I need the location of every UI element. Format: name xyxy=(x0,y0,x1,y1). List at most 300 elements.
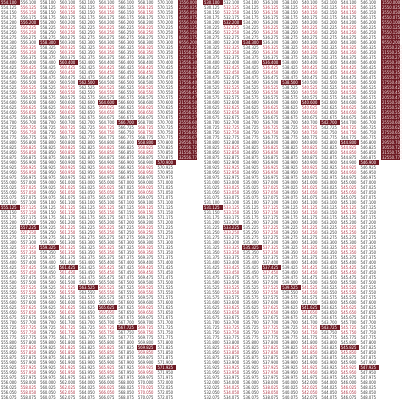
frequency-cell: 561.425 xyxy=(59,265,79,270)
frequency-cell: 559.050 xyxy=(40,190,56,195)
frequency-cell: 533.150 xyxy=(223,210,240,215)
frequency-cell: 541.025 xyxy=(301,185,318,190)
frequency-cell: 570.075 xyxy=(137,395,154,400)
frequency-cell: 538.500 xyxy=(281,80,301,85)
frequency-cell: 568.725 xyxy=(137,125,154,130)
frequency-cell: 569.600 xyxy=(137,300,154,305)
frequency-cell: 565.125 xyxy=(98,205,115,210)
frequency-cell: 530.600 xyxy=(204,100,220,105)
frequency-cell: 539.100 xyxy=(282,200,298,205)
frequency-cell: 535.700 xyxy=(243,320,259,325)
frequency-cell: 532.475 xyxy=(223,75,240,80)
frequency-cell: 540.900 xyxy=(301,160,318,165)
frequency-cell: 534.675 xyxy=(243,115,259,120)
frequency-cell: 543.700 xyxy=(321,320,337,325)
frequency-cell: 561.275 xyxy=(59,235,76,240)
frequency-cell: 556.550 xyxy=(20,90,37,95)
frequency-cell: 536.250 xyxy=(262,30,279,35)
frequency-cell: 546.100 xyxy=(360,0,377,5)
frequency-cell: 563.025 xyxy=(79,185,95,190)
frequency-cell: 561.000 xyxy=(59,180,76,185)
frequency-cell: 538.150 xyxy=(282,10,298,15)
frequency-cell: 561.875 xyxy=(59,355,76,360)
frequency-cell: 555.725 xyxy=(1,325,17,330)
frequency-cell: 564.900 xyxy=(98,160,115,165)
frequency-cell: 530.750 xyxy=(204,130,220,135)
frequency-cell: 556.775 xyxy=(20,135,37,140)
frequency-cell: 571.000 xyxy=(157,180,174,185)
frequency-cell: 535.750 xyxy=(243,330,259,335)
frequency-cell: 556.025 xyxy=(1,385,17,390)
frequency-cell: 532.425 xyxy=(223,65,240,70)
frequency-cell: 569.000 xyxy=(137,180,154,185)
frequency-cell: 561.900 xyxy=(59,360,76,365)
frequency-cell: 533.100 xyxy=(223,200,240,205)
frequency-cell: 555.900 xyxy=(1,360,17,365)
frequency-cell: 533.125 xyxy=(223,205,240,210)
frequency-cell: 562.100 xyxy=(79,0,95,5)
frequency-cell: 530.350 xyxy=(204,50,220,55)
frequency-cell: 559.225 xyxy=(40,225,56,230)
frequency-cell: 562.250 xyxy=(79,30,95,35)
frequency-cell: 563.175 xyxy=(79,215,95,220)
frequency-cell: 554.450 xyxy=(1,70,17,75)
frequency-cell: 536.525 xyxy=(262,85,279,90)
frequency-cell: 558.175 xyxy=(40,15,56,20)
frequency-cell: 563.575 xyxy=(79,295,95,300)
frequency-cell: 560.250 xyxy=(59,30,76,35)
frequency-cell: 540.775 xyxy=(301,135,318,140)
frequency-cell: 532.250 xyxy=(223,30,240,35)
frequency-cell: 536.100 xyxy=(262,0,279,5)
frequency-cell: 562.825 xyxy=(79,145,95,150)
frequency-cell: 532.975 xyxy=(223,175,240,180)
frequency-cell: 567.725 xyxy=(117,325,137,330)
frequency-cell: 539.875 xyxy=(282,355,298,360)
frequency-cell: 562.325 xyxy=(79,45,95,50)
frequency-cell: 566.800 xyxy=(118,140,134,145)
frequency-cell: 537.400 xyxy=(262,260,279,265)
frequency-cell: 542.300 xyxy=(321,40,337,45)
frequency-cell: 560.750 xyxy=(59,130,76,135)
frequency-cell: 571.750 xyxy=(157,330,174,335)
frequency-cell: 534.325 xyxy=(243,45,259,50)
frequency-cell: 555.675 xyxy=(1,315,17,320)
frequency-cell: 547.150 xyxy=(360,210,377,215)
frequency-cell: 547.225 xyxy=(360,225,377,230)
frequency-cell: 557.625 xyxy=(20,305,37,310)
frequency-cell: 530.150 xyxy=(204,10,220,15)
frequency-cell: 555.125 xyxy=(0,205,20,210)
frequency-cell: 569.675 xyxy=(137,315,154,320)
frequency-cell: 558.950 xyxy=(40,170,56,175)
frequency-cell: 564.475 xyxy=(98,75,115,80)
frequency-cell: 542.125 xyxy=(321,5,337,10)
frequency-cell: 541.900 xyxy=(301,360,318,365)
frequency-cell: 530.925 xyxy=(204,165,220,170)
frequency-cell: 545.950 xyxy=(340,370,357,375)
frequency-cell: 547.875 xyxy=(360,355,377,360)
frequency-cell: 567.800 xyxy=(118,340,134,345)
frequency-cell: 562.200 xyxy=(79,20,95,25)
frequency-cell: 571.675 xyxy=(157,315,174,320)
frequency-cell: 538.075 xyxy=(262,395,279,400)
frequency-cell: 542.400 xyxy=(321,60,337,65)
frequency-cell: 536.500 xyxy=(262,80,279,85)
frequency-cell: 545.600 xyxy=(340,300,357,305)
frequency-cell: 562.525 xyxy=(79,85,95,90)
frequency-cell: 545.075 xyxy=(340,195,357,200)
frequency-cell: 554.650 xyxy=(1,110,17,115)
channel-row: 9 550.200 xyxy=(382,40,400,45)
frequency-cell: 541.375 xyxy=(301,255,318,260)
frequency-cell: 542.850 xyxy=(321,150,337,155)
frequency-cell: 539.400 xyxy=(282,260,298,265)
frequency-cell: 535.725 xyxy=(243,325,259,330)
frequency-cell: 569.875 xyxy=(137,355,154,360)
frequency-cell: 536.175 xyxy=(262,15,279,20)
frequency-cell: 532.525 xyxy=(223,85,240,90)
frequency-cell: 561.725 xyxy=(59,325,76,330)
frequency-cell: 540.025 xyxy=(282,385,298,390)
frequency-cell: 535.175 xyxy=(243,215,259,220)
frequency-cell: 570.550 xyxy=(157,90,174,95)
frequency-cell: 536.375 xyxy=(262,55,279,60)
frequency-cell: 559.075 xyxy=(40,195,56,200)
frequency-cell: 532.100 xyxy=(223,0,240,5)
frequency-cell: 557.300 xyxy=(20,240,37,245)
frequency-cell: 547.400 xyxy=(360,260,377,265)
frequency-cell: 568.750 xyxy=(137,130,154,135)
frequency-cell: 559.675 xyxy=(40,315,56,320)
frequency-cell: 541.850 xyxy=(301,350,318,355)
channel-row: 31 550.750 xyxy=(382,150,402,155)
frequency-cell: 571.150 xyxy=(157,210,174,215)
frequency-cell: 567.275 xyxy=(118,235,134,240)
frequency-cell: 537.000 xyxy=(262,180,279,185)
frequency-cell: 531.200 xyxy=(204,220,220,225)
frequency-cell: 546.825 xyxy=(360,145,377,150)
frequency-cell: 531.375 xyxy=(204,255,220,260)
frequency-cell: 560.725 xyxy=(59,125,76,130)
frequency-cell: 558.525 xyxy=(40,85,56,90)
frequency-cell: 554.325 xyxy=(1,45,17,50)
frequency-cell: 536.325 xyxy=(262,45,279,50)
frequency-cell: 564.050 xyxy=(79,390,95,395)
frequency-cell: 546.175 xyxy=(360,15,377,20)
frequency-cell: 571.125 xyxy=(157,205,174,210)
frequency-cell: 537.775 xyxy=(262,335,279,340)
frequency-cell: 535.225 xyxy=(243,225,259,230)
frequency-cell: 539.425 xyxy=(282,265,298,270)
frequency-cell: 572.075 xyxy=(157,395,174,400)
frequency-cell: 545.375 xyxy=(340,255,357,260)
frequency-cell: 546.800 xyxy=(360,140,377,145)
frequency-cell: 565.775 xyxy=(98,335,115,340)
frequency-cell: 542.775 xyxy=(321,135,337,140)
frequency-cell: 564.175 xyxy=(98,15,115,20)
frequency-cell: 542.950 xyxy=(321,170,337,175)
frequency-cell: 541.125 xyxy=(301,205,318,210)
frequency-cell: 533.875 xyxy=(223,355,240,360)
frequency-cell: 533.625 xyxy=(223,305,240,310)
frequency-cell: 538.025 xyxy=(262,385,279,390)
frequency-cell: 531.900 xyxy=(204,360,220,365)
frequency-cell: 543.750 xyxy=(321,330,337,335)
frequency-cell: 545.775 xyxy=(340,335,357,340)
frequency-cell: 554.550 xyxy=(1,90,17,95)
frequency-cell: 537.350 xyxy=(262,250,279,255)
frequency-cell: 557.675 xyxy=(20,315,37,320)
frequency-cell: 555.475 xyxy=(1,275,17,280)
frequency-cell: 530.425 xyxy=(204,65,220,70)
frequency-cell: 562.225 xyxy=(79,25,95,30)
frequency-cell: 534.275 xyxy=(243,35,259,40)
frequency-cell: 535.500 xyxy=(243,280,259,285)
frequency-cell: 543.200 xyxy=(321,220,337,225)
frequency-cell: 554.900 xyxy=(1,160,17,165)
frequency-cell: 531.800 xyxy=(204,340,220,345)
frequency-cell: 566.900 xyxy=(118,160,134,165)
frequency-cell: 565.275 xyxy=(98,235,115,240)
frequency-cell: 535.800 xyxy=(243,340,259,345)
frequency-cell: 558.275 xyxy=(40,35,56,40)
frequency-cell: 539.625 xyxy=(282,305,298,310)
frequency-cell: 555.425 xyxy=(1,265,17,270)
frequency-cell: 554.675 xyxy=(1,115,17,120)
frequency-cell: 533.800 xyxy=(223,340,240,345)
frequency-cell: 541.725 xyxy=(301,325,318,330)
frequency-cell: 539.550 xyxy=(282,290,298,295)
frequency-cell: 567.925 xyxy=(118,365,134,370)
frequency-cell: 562.150 xyxy=(79,10,95,15)
frequency-cell: 566.650 xyxy=(118,110,134,115)
frequency-cell: 532.200 xyxy=(223,20,243,25)
channel-row: 8 550.175 xyxy=(382,35,400,40)
frequency-cell: 540.725 xyxy=(301,125,318,130)
frequency-cell: 561.225 xyxy=(59,225,76,230)
frequency-cell: 563.750 xyxy=(79,330,95,335)
frequency-cell: 556.875 xyxy=(20,155,37,160)
frequency-cell: 560.000 xyxy=(40,380,56,385)
frequency-cell: 531.000 xyxy=(204,180,220,185)
frequency-cell: 564.775 xyxy=(98,135,115,140)
frequency-cell: 570.650 xyxy=(157,110,174,115)
frequency-cell: 559.525 xyxy=(40,285,56,290)
frequency-cell: 555.400 xyxy=(1,260,17,265)
frequency-cell: 569.350 xyxy=(137,250,154,255)
frequency-cell: 531.050 xyxy=(204,190,220,195)
frequency-cell: 538.175 xyxy=(282,15,298,20)
frequency-cell: 542.050 xyxy=(301,390,318,395)
channel-row: 14 550.325 xyxy=(382,65,402,70)
channel-row: 20 550.475 xyxy=(382,95,402,100)
frequency-cell: 568.775 xyxy=(137,135,154,140)
frequency-cell: 567.550 xyxy=(118,290,134,295)
frequency-cell: 536.000 xyxy=(243,380,259,385)
frequency-cell: 537.550 xyxy=(262,290,279,295)
frequency-cell: 571.525 xyxy=(157,285,174,290)
frequency-cell: 541.650 xyxy=(301,310,318,315)
frequency-cell: 536.975 xyxy=(262,175,279,180)
frequency-cell: 569.175 xyxy=(137,215,154,220)
frequency-cell: 544.825 xyxy=(340,145,357,150)
frequency-cell: 544.075 xyxy=(321,395,337,400)
frequency-cell: 538.250 xyxy=(282,30,298,35)
frequency-cell: 540.250 xyxy=(301,30,318,35)
frequency-cell: 564.225 xyxy=(98,25,115,30)
frequency-cell: 569.475 xyxy=(137,275,154,280)
frequency-cell: 561.650 xyxy=(59,310,76,315)
frequency-cell: 561.200 xyxy=(59,220,76,225)
frequency-cell: 540.450 xyxy=(301,70,318,75)
frequency-cell: 532.175 xyxy=(223,15,240,20)
channel-row: 7 556.150 xyxy=(179,30,197,35)
frequency-cell: 545.825 xyxy=(340,345,360,350)
frequency-cell: 537.050 xyxy=(262,190,279,195)
frequency-cell: 544.275 xyxy=(340,35,357,40)
frequency-cell: 557.450 xyxy=(20,270,37,275)
frequency-cell: 555.350 xyxy=(1,250,17,255)
frequency-cell: 532.275 xyxy=(223,35,240,40)
frequency-cell: 536.850 xyxy=(262,150,279,155)
frequency-cell: 545.450 xyxy=(340,270,357,275)
frequency-cell: 571.300 xyxy=(157,240,174,245)
frequency-cell: 554.500 xyxy=(1,80,17,85)
channel-row: 19 550.450 xyxy=(382,90,402,95)
frequency-cell: 558.350 xyxy=(40,50,56,55)
frequency-cell: 533.450 xyxy=(223,270,240,275)
frequency-cell: 559.200 xyxy=(40,220,56,225)
frequency-cell: 565.150 xyxy=(98,210,115,215)
frequency-cell: 556.375 xyxy=(20,55,37,60)
frequency-cell: 532.400 xyxy=(223,60,240,65)
frequency-cell: 569.925 xyxy=(137,365,154,370)
channel-row: 4 550.075 xyxy=(382,15,400,20)
frequency-cell: 559.175 xyxy=(40,215,56,220)
frequency-cell: 542.925 xyxy=(321,165,337,170)
frequency-cell: 546.975 xyxy=(360,175,377,180)
frequency-cell: 555.050 xyxy=(1,190,17,195)
frequency-cell: 539.200 xyxy=(282,220,298,225)
frequency-cell: 545.475 xyxy=(340,275,357,280)
frequency-cell: 542.700 xyxy=(320,120,340,125)
frequency-cell: 564.425 xyxy=(98,65,115,70)
frequency-cell: 547.775 xyxy=(360,335,377,340)
frequency-cell: 537.700 xyxy=(262,320,279,325)
frequency-cell: 538.875 xyxy=(282,155,298,160)
frequency-cell: 533.475 xyxy=(223,275,240,280)
frequency-cell: 541.100 xyxy=(301,200,318,205)
frequency-cell: 533.650 xyxy=(223,310,240,315)
frequency-cell: 569.375 xyxy=(137,255,154,260)
frequency-cell: 542.675 xyxy=(321,115,337,120)
frequency-cell: 541.575 xyxy=(301,295,318,300)
frequency-cell: 547.575 xyxy=(360,295,377,300)
frequency-cell: 559.325 xyxy=(39,245,59,250)
frequency-cell: 546.600 xyxy=(360,100,377,105)
frequency-cell: 539.025 xyxy=(282,185,298,190)
frequency-cell: 538.850 xyxy=(282,150,298,155)
channel-row: 23 556.550 xyxy=(179,110,200,115)
frequency-cell: 548.000 xyxy=(360,380,377,385)
frequency-cell: 557.200 xyxy=(20,220,37,225)
frequency-cell: 545.050 xyxy=(340,190,357,195)
frequency-cell: 555.600 xyxy=(1,300,17,305)
frequency-cell: 533.775 xyxy=(223,335,240,340)
frequency-cell: 534.725 xyxy=(243,125,259,130)
frequency-cell: 540.625 xyxy=(301,105,318,110)
frequency-cell: 563.225 xyxy=(79,225,95,230)
frequency-cell: 534.425 xyxy=(243,65,259,70)
frequency-cell: 555.875 xyxy=(1,355,17,360)
frequency-cell: 567.075 xyxy=(118,195,134,200)
frequency-cell: 570.750 xyxy=(157,130,174,135)
frequency-cell: 545.975 xyxy=(340,375,357,380)
frequency-grid-left xyxy=(0,0,176,400)
frequency-cell: 564.975 xyxy=(98,175,115,180)
frequency-cell: 563.450 xyxy=(79,270,95,275)
frequency-cell: 562.700 xyxy=(79,120,95,125)
frequency-cell: 535.325 xyxy=(242,245,262,250)
frequency-cell: 566.950 xyxy=(118,170,134,175)
frequency-cell: 564.625 xyxy=(98,105,115,110)
frequency-cell: 534.950 xyxy=(243,170,259,175)
frequency-cell: 554.775 xyxy=(1,135,17,140)
frequency-cell: 536.700 xyxy=(262,120,279,125)
frequency-cell: 564.550 xyxy=(98,90,115,95)
frequency-cell: 532.500 xyxy=(223,80,240,85)
frequency-cell: 556.175 xyxy=(20,15,37,20)
frequency-cell: 554.475 xyxy=(1,75,17,80)
frequency-cell: 567.575 xyxy=(118,295,134,300)
frequency-cell: 543.325 xyxy=(321,245,337,250)
frequency-cell: 541.875 xyxy=(301,355,318,360)
frequency-cell: 570.275 xyxy=(157,35,174,40)
frequency-cell: 566.675 xyxy=(118,115,134,120)
frequency-cell: 557.250 xyxy=(20,230,37,235)
frequency-cell: 533.400 xyxy=(223,260,240,265)
frequency-cell: 534.150 xyxy=(243,10,259,15)
frequency-cell: 560.225 xyxy=(59,25,76,30)
frequency-cell: 562.025 xyxy=(59,385,76,390)
frequency-cell: 546.125 xyxy=(360,5,377,10)
frequency-cell: 530.125 xyxy=(204,5,220,10)
frequency-cell: 561.175 xyxy=(59,215,76,220)
frequency-cell: 542.425 xyxy=(321,65,337,70)
frequency-cell: 555.950 xyxy=(1,370,17,375)
frequency-cell: 567.225 xyxy=(118,225,134,230)
frequency-cell: 561.450 xyxy=(59,270,76,275)
frequency-cell: 557.825 xyxy=(20,345,37,350)
frequency-cell: 565.075 xyxy=(98,195,115,200)
frequency-cell: 542.800 xyxy=(321,140,337,145)
frequency-cell: 545.325 xyxy=(340,245,357,250)
frequency-cell: 565.100 xyxy=(98,200,115,205)
frequency-cell: 531.325 xyxy=(204,245,220,250)
frequency-cell: 559.600 xyxy=(40,300,56,305)
frequency-cell: 570.450 xyxy=(157,70,174,75)
frequency-cell: 543.350 xyxy=(321,250,337,255)
frequency-cell: 568.375 xyxy=(137,55,154,60)
frequency-cell: 566.225 xyxy=(118,25,134,30)
frequency-cell: 555.925 xyxy=(1,365,17,370)
frequency-cell: 569.275 xyxy=(137,235,154,240)
frequency-cell: 541.250 xyxy=(301,230,318,235)
frequency-cell: 541.500 xyxy=(301,280,318,285)
frequency-cell: 540.975 xyxy=(301,175,318,180)
frequency-cell: 565.025 xyxy=(98,185,115,190)
